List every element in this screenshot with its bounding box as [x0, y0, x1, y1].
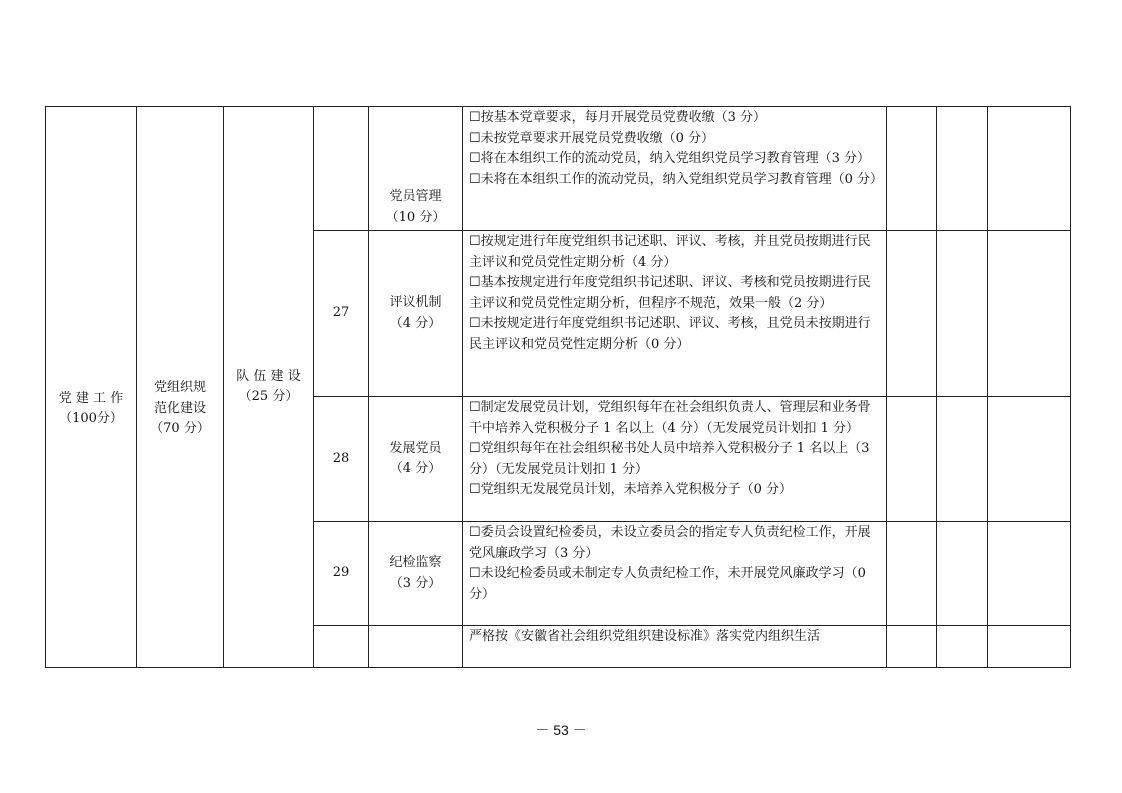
- item-name-cell: 评议机制 （4 分）: [369, 231, 463, 397]
- item-number-cell: 28: [314, 397, 369, 522]
- remarks-cell: [988, 107, 1071, 231]
- criteria-cell: [463, 231, 887, 397]
- criteria-line: ☐按基本党章要求，每月开展党员党费收缴（3 分）: [469, 110, 767, 125]
- criteria-line: 严格按《安徽省社会组织党组织建设标准》落实党内组织生活: [469, 629, 821, 644]
- item-name-cell: [369, 626, 463, 668]
- deduction-cell: [937, 107, 988, 231]
- remarks-cell: [988, 231, 1071, 397]
- score-cell: [887, 231, 937, 397]
- criteria-line: ☐基本按规定进行年度党组织书记述职、评议、考核和党员按期进行民主评议和党员党性定期分析，但程序不规范，效果一般（2 分）: [469, 275, 871, 311]
- criteria-line: ☐党组织每年在社会组织秘书处人员中培养入党积极分子 1 名以上（3 分）（无发展党员计划扣 1 分）: [469, 441, 870, 477]
- score-cell: [887, 522, 937, 626]
- deduction-cell: [937, 397, 988, 522]
- score-cell: [887, 626, 937, 668]
- evaluation-table: [45, 106, 1071, 668]
- deduction-cell: [937, 231, 988, 397]
- category-l2-label: 党组织规 范化建设 （70 分）: [150, 380, 210, 437]
- remarks-cell: [988, 522, 1071, 626]
- remarks-cell: [988, 626, 1071, 668]
- criteria-cell: [463, 397, 887, 522]
- criteria-line: ☐党组织无发展党员计划，未培养入党积极分子（0 分）: [469, 482, 793, 497]
- criteria-line: ☐未按党章要求开展党员党费收缴（0 分）: [469, 130, 715, 146]
- table-row-party-member-management: [46, 107, 1071, 231]
- criteria-line: ☐将在本组织工作的流动党员，纳入党组织党员学习教育管理（3 分）: [469, 151, 871, 166]
- category-l1-cell: [46, 107, 137, 668]
- criteria-cell: [463, 522, 887, 626]
- item-number-cell: [314, 626, 369, 668]
- criteria-line: ☐制定发展党员计划，党组织每年在社会组织负责人、管理层和业务骨干中培养入党积极分子 1 名以上（4 分）（无发展党员计划扣 1 分）: [469, 400, 871, 436]
- category-l3-cell: [224, 107, 314, 668]
- criteria-line: ☐未将在本组织工作的流动党员，纳入党组织党员学习教育管理（0 分）: [469, 171, 884, 187]
- item-name-cell: 纪检监察 （3 分）: [369, 522, 463, 626]
- item-name-cell: 党员管理 （10 分）: [369, 107, 463, 231]
- item-number-cell: [314, 107, 369, 231]
- remarks-cell: [988, 397, 1071, 522]
- item-name-cell: 发展党员 （4 分）: [369, 397, 463, 522]
- item-number-cell: 27: [314, 231, 369, 397]
- deduction-cell: [937, 626, 988, 668]
- criteria-cell: [463, 107, 887, 231]
- category-l1-label: 党 建 工 作 （100分）: [58, 390, 124, 426]
- deduction-cell: [937, 522, 988, 626]
- score-cell: [887, 397, 937, 522]
- criteria-cell: [463, 626, 887, 668]
- criteria-line: ☐未按规定进行年度党组织书记述职、评议、考核，且党员未按期进行民主评议和党员党性定期分析（0 分）: [469, 316, 871, 352]
- page-number: － 53 －: [535, 722, 587, 738]
- item-number-cell: 29: [314, 522, 369, 626]
- criteria-line: ☐未设纪检委员或未制定专人负责纪检工作，未开展党风廉政学习（0 分）: [469, 566, 866, 602]
- category-l3-label: 队 伍 建 设 （25 分）: [236, 368, 301, 404]
- criteria-line: ☐委员会设置纪检委员，未设立委员会的指定专人负责纪检工作，开展党风廉政学习（3 分）: [469, 525, 871, 561]
- category-l2-cell: [137, 107, 224, 668]
- criteria-line: ☐按规定进行年度党组织书记述职、评议、考核，并且党员按期进行民主评议和党员党性定期分析（4 分）: [469, 234, 871, 270]
- score-cell: [887, 107, 937, 231]
